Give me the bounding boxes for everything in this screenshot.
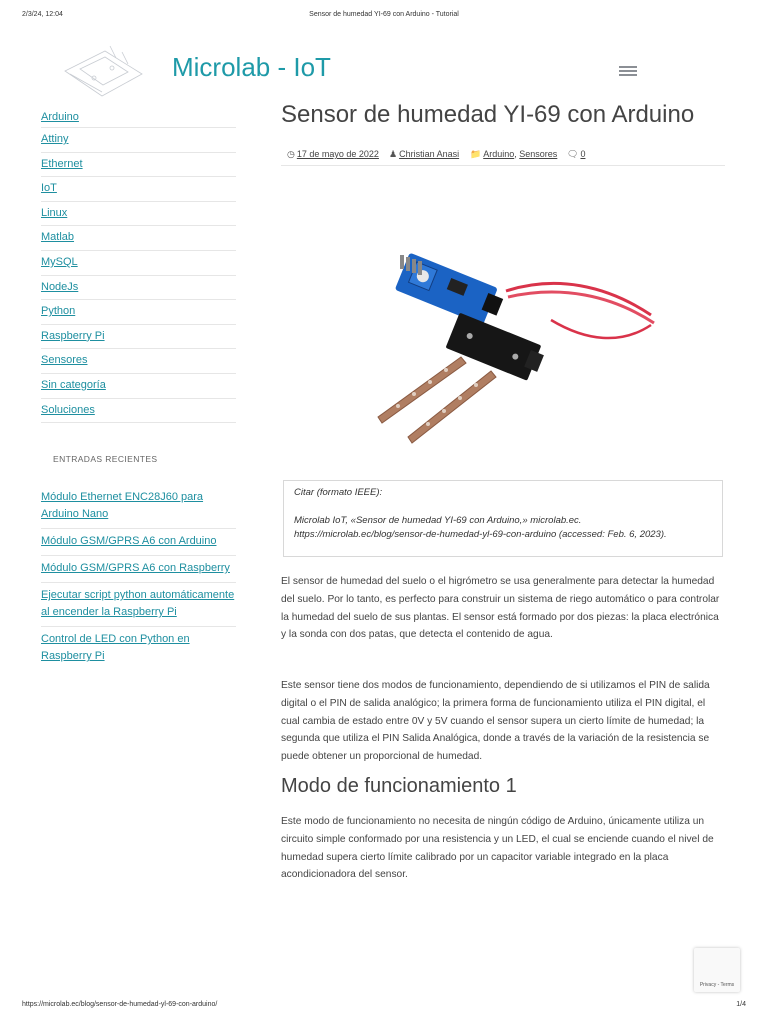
comment-icon: 🗨 xyxy=(567,149,579,159)
category-item xyxy=(41,374,236,399)
post-author xyxy=(389,149,459,160)
category-list xyxy=(41,108,236,423)
category-item xyxy=(41,300,236,325)
category-item xyxy=(41,276,236,301)
category-item xyxy=(41,108,236,128)
hamburger-icon-bar xyxy=(619,74,637,76)
recaptcha-badge[interactable] xyxy=(694,948,740,992)
recent-posts-heading: ENTRADAS RECIENTES xyxy=(53,454,158,465)
folder-icon: 📁 xyxy=(470,149,482,159)
paragraph-modes: Este sensor tiene dos modos de funcionamiento, dependiendo de si utilizamos el PIN de salida digital o el PIN de salida analógico; la primera forma de funcionamiento utiliza el PIN digital, el cual cambia de estado entre 0V y 5V cuando el sensor supera un cierto límite de humedad; la segunda que utiliza el PIN Salida Analógica, donde a través de la variación de la resistencia se puede obtener un proporcional de humedad. xyxy=(281,680,710,763)
post-categories xyxy=(470,149,557,160)
recent-post-link[interactable]: Módulo GSM/GPRS A6 con Arduino xyxy=(41,535,217,548)
menu-toggle-button[interactable] xyxy=(617,64,639,80)
recent-post-item xyxy=(41,627,236,670)
recent-post-item xyxy=(41,485,236,529)
post-comments xyxy=(567,149,585,160)
category-link-iot[interactable]: IoT xyxy=(41,182,57,195)
recent-post-link[interactable]: Control de LED con Python en Raspberry Pi xyxy=(41,633,190,663)
category-separator: , xyxy=(514,149,517,159)
clock-icon: ◷ xyxy=(287,149,295,159)
category-link-matlab[interactable]: Matlab xyxy=(41,231,75,244)
recent-post-link[interactable]: Módulo GSM/GPRS A6 con Raspberry xyxy=(41,562,230,575)
site-title-link[interactable]: Microlab - IoT xyxy=(172,52,331,82)
post-date xyxy=(287,149,379,160)
paragraph-mode-1: Este modo de funcionamiento no necesita de ningún código de Arduino, únicamente utiliza un circuito simple conformado por una resistencia y un LED, el cual se enciende cuando el nivel de humedad supera cierto límite calibrado por un capacitor variable integrado en la placa acondicionadora del sensor. xyxy=(281,816,714,881)
print-header xyxy=(22,11,746,23)
citation-box xyxy=(283,480,723,557)
category-link-soluciones[interactable]: Soluciones xyxy=(41,403,95,416)
category-link-linux[interactable]: Linux xyxy=(41,206,68,219)
category-link-raspberry-pi[interactable]: Raspberry Pi xyxy=(41,329,105,342)
recent-post-link[interactable]: Módulo Ethernet ENC28J60 para Arduino Nano xyxy=(41,491,204,521)
category-item xyxy=(41,226,236,251)
category-item xyxy=(41,153,236,178)
print-page-number: 1/4 xyxy=(736,1001,746,1008)
category-link-mysql[interactable]: MySQL xyxy=(41,255,78,268)
print-url: https://microlab.ec/blog/sensor-de-humedad-yl-69-con-arduino/ xyxy=(22,1001,218,1008)
category-link-arduino[interactable]: Arduino xyxy=(41,111,79,123)
recent-post-item xyxy=(41,583,236,627)
recaptcha-label: Privacy - Terms xyxy=(699,982,735,988)
print-doc-title: Sensor de humedad YI-69 con Arduino - Tutorial xyxy=(309,11,459,18)
post-category-sensores[interactable]: Sensores xyxy=(519,149,558,159)
category-link-sin-categoria[interactable]: Sin categoría xyxy=(41,378,106,391)
recent-post-item xyxy=(41,556,236,583)
sidebar xyxy=(41,108,236,670)
category-link-sensores[interactable]: Sensores xyxy=(41,354,88,367)
recent-post-link[interactable]: Ejecutar script python automáticamente al encender la Raspberry Pi xyxy=(41,589,235,619)
category-link-python[interactable]: Python xyxy=(41,305,76,318)
print-footer xyxy=(22,1001,746,1011)
post-author-link[interactable]: Christian Anasi xyxy=(399,149,460,159)
site-logo-image[interactable] xyxy=(50,36,150,106)
post-date-link[interactable]: 17 de mayo de 2022 xyxy=(296,149,379,159)
category-item xyxy=(41,349,236,374)
citation-label: Citar (formato IEEE): xyxy=(294,487,383,498)
category-item xyxy=(41,177,236,202)
category-item xyxy=(41,202,236,227)
post-category-arduino[interactable]: Arduino xyxy=(483,149,515,159)
post-comments-link[interactable]: 0 xyxy=(580,149,586,159)
paragraph-intro: El sensor de humedad del suelo o el higrómetro se usa generalmente para detectar la humedad del suelo. Por lo tanto, es perfecto para construir un sistema de riego automático o para controlar la humedad del suelo de sus plantas. El sensor está formado por dos piezas: la placa electrónica y la sonda con dos patas, que detecta el contenido de agua. xyxy=(281,576,720,641)
recent-post-item xyxy=(41,529,236,556)
category-item xyxy=(41,128,236,153)
hamburger-icon-bar xyxy=(619,66,637,68)
post-title: Sensor de humedad YI-69 con Arduino xyxy=(281,101,695,128)
category-link-attiny[interactable]: Attiny xyxy=(41,133,69,145)
soil-moisture-sensor-image xyxy=(366,245,656,445)
category-item xyxy=(41,251,236,276)
section-heading-mode-1: Modo de funcionamiento 1 xyxy=(281,775,517,797)
hamburger-icon-bar xyxy=(619,70,637,72)
user-icon: ♟ xyxy=(389,149,398,159)
post-meta xyxy=(281,145,725,166)
category-item xyxy=(41,399,236,424)
category-item xyxy=(41,325,236,350)
category-link-ethernet[interactable]: Ethernet xyxy=(41,157,83,170)
print-date: 2/3/24, 12:04 xyxy=(22,11,63,18)
citation-text: Microlab IoT, «Sensor de humedad YI-69 con Arduino,» microlab.ec. https://microlab.ec/blog/sensor-de-humedad-yl-69-con-arduino (accessed: Feb. 6, 2023). xyxy=(294,514,667,540)
category-link-nodejs[interactable]: NodeJs xyxy=(41,280,79,293)
recent-posts-list xyxy=(41,485,236,670)
post-content xyxy=(281,95,725,881)
